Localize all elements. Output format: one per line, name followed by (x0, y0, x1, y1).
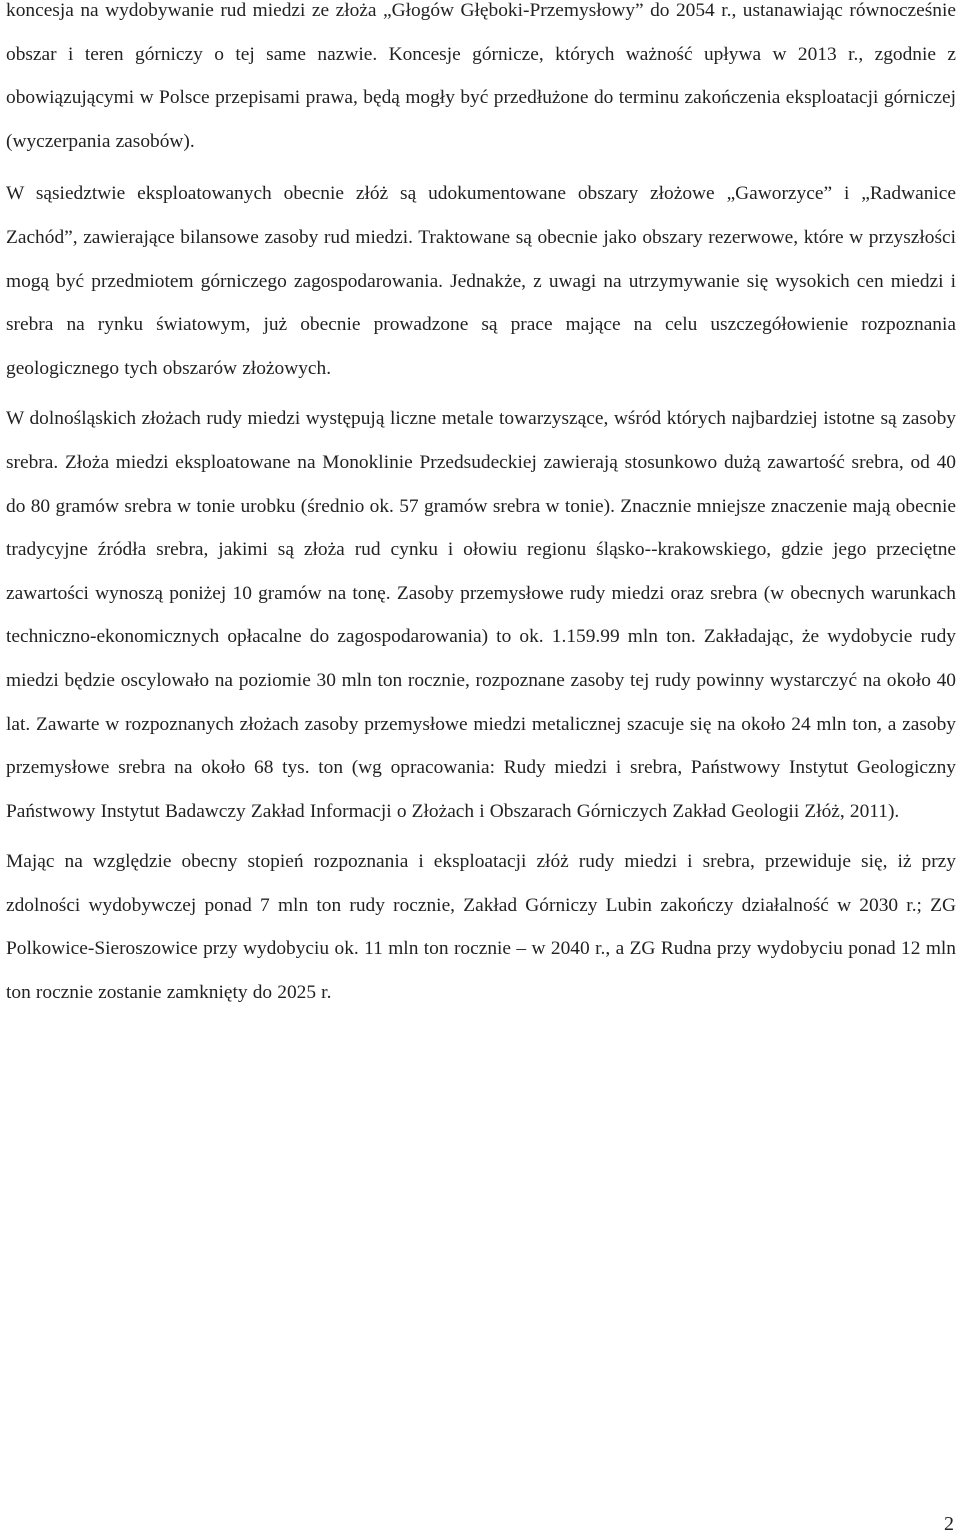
paragraph-mining-concession: koncesja na wydobywanie rud miedzi ze złoża „Głogów Głęboki-Przemysłowy” do 2054 r., ustanawiając równocześnie obszar i teren górniczy o tej same nazwie. Koncesje górnicze, których ważność upływa w 2013 r., zgodnie z obowiązującymi w Polsce przepisami prawa, będą mogły być przedłużone do terminu zakończenia eksploatacji górniczej (wyczerpania zasobów). (6, 0, 956, 152)
paragraph-mine-closure-forecast: Mając na względzie obecny stopień rozpoznania i eksploatacji złóż rudy miedzi i srebra, przewiduje się, iż przy zdolności wydobywczej ponad 7 mln ton rudy rocznie, Zakład Górniczy Lubin zakończy działalność w 2030 r.; ZG Polkowice-Sieroszowice przy wydobyciu ok. 11 mln ton rocznie – w 2040 r., a ZG Rudna przy wydobyciu ponad 12 mln ton rocznie zostanie zamknięty do 2025 r. (6, 851, 956, 1004)
paragraph-reserve-deposits: W sąsiedztwie eksploatowanych obecnie złóż są udokumentowane obszary złożowe „Gaworzyce” i „Radwanice Zachód”, zawierające bilansowe zasoby rud miedzi. Traktowane są obecnie jako obszary rezerwowe, które w przyszłości mogą być przedmiotem górniczego zagospodarowania. Jednakże, z uwagi na utrzymywanie się wysokich cen miedzi i srebra na rynku światowym, już obecnie prowadzone są prace mające na celu uszczegółowienie rozpoznania geologicznego tych obszarów złożowych. (6, 183, 956, 379)
paragraph-silver-resources: W dolnośląskich złożach rudy miedzi występują liczne metale towarzyszące, wśród których najbardziej istotne są zasoby srebra. Złoża miedzi eksploatowane na Monoklinie Przedsudeckiej zawierają stosunkowo dużą zawartość srebra, od 40 do 80 gramów srebra w tonie urobku (średnio ok. 57 gramów srebra w tonie). Znacznie mniejsze znaczenie mają obecnie tradycyjne źródła srebra, jakimi są złoża rud cynku i ołowiu regionu śląsko--krakowskiego, gdzie jego przeciętne zawartości wynoszą poniżej 10 gramów na tonę. Zasoby przemysłowe rudy miedzi oraz srebra (w obecnych warunkach techniczno-ekonomicznych opłacalne do zagospodarowania) to ok. 1.159.99 mln ton. Zakładając, że wydobycie rudy miedzi będzie oscylowało na poziomie 30 mln ton rocznie, rozpoznane zasoby tej rudy powinny wystarczyć na około 40 lat. Zawarte w rozpoznanych złożach zasoby przemysłowe miedzi metalicznej szacuje się na około 24 mln ton, a zasoby przemysłowe srebra na około 68 tys. ton (wg opracowania: Rudy miedzi i srebra, Państwowy Instytut Geologiczny Państwowy Instytut Badawczy Zakład Informacji o Złożach i Obszarach Górniczych Zakład Geologii Złóż, 2011). (6, 408, 956, 822)
document-page (6, 0, 956, 1015)
page-number: 2 (944, 1513, 954, 1535)
